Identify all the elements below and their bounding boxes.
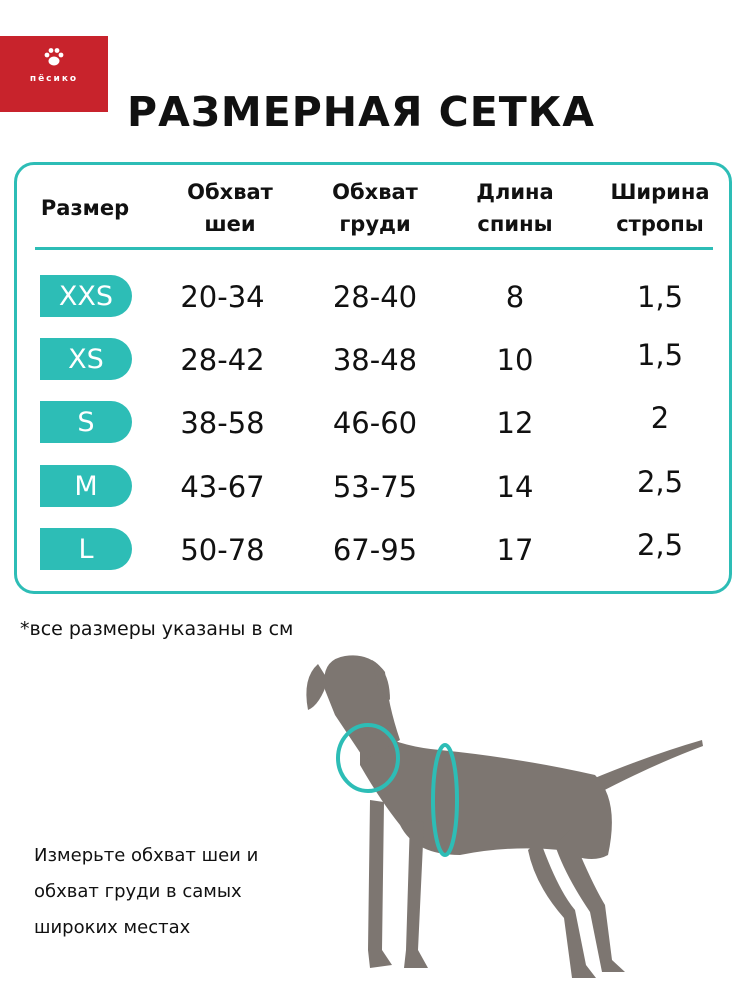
size-badge-s: S — [40, 401, 132, 443]
header-chest-line1: Обхват — [332, 180, 418, 204]
cell-neck: 28-42 — [180, 343, 265, 377]
header-strap-line2: стропы — [616, 212, 704, 236]
cell-chest: 46-60 — [332, 406, 418, 440]
header-divider — [35, 247, 713, 250]
dog-illustration — [290, 650, 710, 990]
header-strap-line1: Ширина — [610, 180, 710, 204]
cell-back: 12 — [496, 406, 534, 440]
cell-strap: 1,5 — [636, 280, 684, 314]
cell-back: 17 — [496, 533, 534, 567]
cell-strap: 2 — [650, 401, 670, 435]
header-chest-line2: груди — [339, 212, 411, 236]
cell-neck: 38-58 — [180, 406, 265, 440]
cell-strap: 1,5 — [636, 338, 684, 372]
size-badge-xxs: XXS — [40, 275, 132, 317]
units-note: *все размеры указаны в см — [20, 618, 294, 640]
header-back-line1: Длина — [476, 180, 554, 204]
cell-chest: 53-75 — [332, 470, 418, 504]
cell-neck: 50-78 — [180, 533, 265, 567]
header-neck-line2: шеи — [204, 212, 256, 236]
size-badge-xs: XS — [40, 338, 132, 380]
paw-icon — [43, 46, 65, 68]
brand-name: пёсико — [29, 74, 79, 84]
header-size-line1: Размер — [40, 196, 130, 220]
tip-line: Измерьте обхват шеи и — [34, 845, 259, 866]
cell-back: 14 — [496, 470, 534, 504]
tip-line: обхват груди в самых — [34, 881, 242, 902]
header-neck — [170, 176, 290, 240]
cell-strap: 2,5 — [636, 528, 684, 562]
tip-line: широких местах — [34, 917, 191, 938]
size-badge-m: M — [40, 465, 132, 507]
header-chest — [315, 176, 435, 240]
cell-neck: 43-67 — [180, 470, 265, 504]
cell-chest: 67-95 — [332, 533, 418, 567]
cell-chest: 28-40 — [332, 280, 418, 314]
header-neck-line1: Обхват — [187, 180, 273, 204]
cell-strap: 2,5 — [636, 465, 684, 499]
page-title: РАЗМЕРНАЯ СЕТКА — [127, 88, 595, 136]
header-back-line2: спины — [477, 212, 553, 236]
size-badge-l: L — [40, 528, 132, 570]
cell-back: 8 — [505, 280, 525, 314]
cell-chest: 38-48 — [332, 343, 418, 377]
header-back — [455, 176, 575, 240]
header-size — [30, 192, 140, 224]
header-strap — [595, 176, 725, 240]
cell-back: 10 — [496, 343, 534, 377]
measure-tip — [34, 838, 334, 946]
cell-neck: 20-34 — [180, 280, 265, 314]
